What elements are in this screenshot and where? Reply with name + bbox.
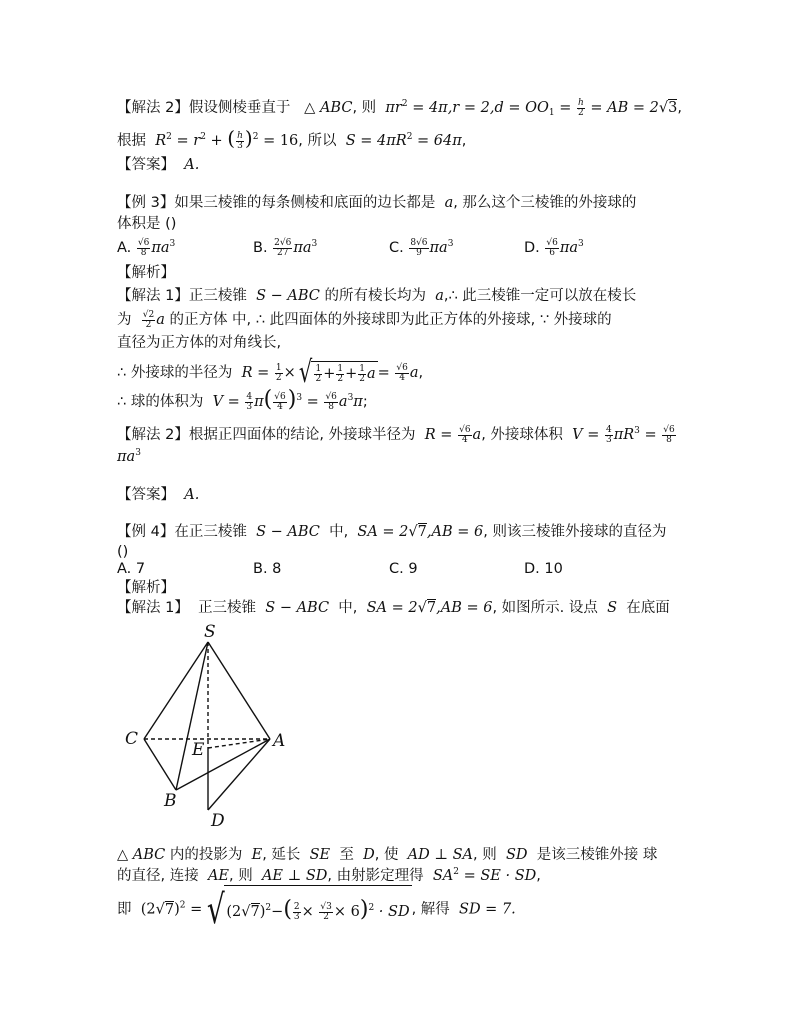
- choice4-b: B. 8: [253, 561, 282, 577]
- edge-SB: [176, 642, 208, 790]
- sol2-ex3-line1: 【解法 2】根据正四面体的结论, 外接球半径为 R = $\frac{√6}{4}$ a, 外接球体积 V = $\frac{4}{3}$ $\pi R^3$ = $\frac{√6}{8}$: [117, 424, 675, 445]
- label-B: B: [164, 791, 177, 811]
- example-tag: 【例 3】: [117, 195, 175, 211]
- choice-d: D. $\frac{√6}{6}$ $\pi a^3$: [524, 237, 584, 258]
- choice4-d: D. 10: [524, 561, 563, 577]
- label-D: D: [211, 811, 225, 830]
- choice-b: B. $\frac{2√6}{27}$ $\pi a^3$: [253, 237, 318, 258]
- answer-line: 【答案】 A.: [117, 157, 200, 173]
- analysis-heading: 【解析】: [117, 265, 175, 281]
- label-S: S: [204, 622, 216, 642]
- solution2-line1: 【解法 2】假设侧棱垂直于 △ ABC, 则 $\pi r^2 = 4\pi,r = 2,d = OO_1$ = $\frac{h}{2}$ = AB = 2√3,: [117, 97, 682, 118]
- choice-a: A. $\frac{√6}{8}$ $\pi a^3$: [117, 237, 176, 258]
- pyramid-figure: [118, 620, 298, 830]
- edge-SA: [208, 642, 270, 739]
- edge-CB: [144, 739, 176, 790]
- cont-line2: 的直径, 连接 AE, 则 AE ⊥ SD, 由射影定理得 $SA^2$ = SE · SD,: [117, 867, 541, 884]
- sol1-ex3-line3: 直径为正方体的对角线长,: [117, 335, 282, 351]
- choice4-c: C. 9: [389, 561, 418, 577]
- label-E: E: [192, 740, 205, 760]
- sol1-ex4-line1: 【解法 1】 正三棱锥 S − ABC 中, SA = 2√7,AB = 6, 如图所示. 设点 S 在底面: [117, 600, 670, 616]
- label-C: C: [125, 729, 139, 749]
- edge-BA: [176, 739, 270, 790]
- sol2-ex3-line2: $\pi a^3$: [117, 448, 141, 465]
- sol1-ex3-line5: ∴ 球的体积为 V = $\frac{4}{3}$ π( $\frac{√6}{4}$ )$^3$ = $\frac{√6}{8}$ $a^3\pi$;: [117, 387, 368, 412]
- example3-line2: 体积是 (): [117, 216, 177, 232]
- sol1-ex3-line1: 【解法 1】正三棱锥 S − ABC 的所有棱长均为 a,∴ 此三棱锥一定可以放在棱长: [117, 288, 637, 304]
- edge-AD: [208, 739, 270, 810]
- answer-value: A.: [184, 157, 200, 173]
- sol1-ex3-line4: ∴ 外接球的半径为 R = $\frac{1}{2}$ × √ $\frac{1}{2}$ + $\frac{1}{2}$ + $\frac{1}{2}$ a = $\frac{√6}{4}$ a,: [117, 355, 424, 390]
- cont-line3: 即 $(2√7)^2$ = √ $(2√7)^2-$( $\frac{2}{3}$ × $\frac{√3}{2}$ × 6)$^2$ · SD , 解得 SD = 7.: [117, 886, 516, 933]
- sol1-ex3-line2: 为 $\frac{√2}{2}$ a 的正方体 中, ∴ 此四面体的外接球即为此正方体的外接球, ∵ 外接球的: [117, 309, 612, 330]
- answer2-line: 【答案】 A.: [117, 487, 200, 503]
- example4-line2: (): [117, 544, 129, 560]
- analysis-heading-2: 【解析】: [117, 580, 175, 596]
- solution-tag: 【解法 2】: [117, 100, 189, 116]
- label-A: A: [273, 731, 286, 751]
- choice4-a: A. 7: [117, 561, 146, 577]
- solution2-line2: 根据 $R^2 = r^2$ + ( $\frac{h}{3}$ )$^2$ = 16, 所以 $S = 4\pi R^2 = 64\pi$,: [117, 126, 467, 151]
- choice-c: C. $\frac{8√6}{9}$ $\pi a^3$: [389, 237, 454, 258]
- edge-SC: [144, 642, 208, 739]
- example4-line1: 【例 4】在正三棱锥 S − ABC 中, SA = 2√7,AB = 6, 则该三棱锥外接球的直径为: [117, 524, 667, 540]
- cont-line1: △ ABC 内的投影为 E, 延长 SE 至 D, 使 AD ⊥ SA, 则 SD 是该三棱锥外接 球: [117, 847, 658, 863]
- example3-line1: 【例 3】如果三棱锥的每条侧棱和底面的边长都是 a, 那么这个三棱锥的外接球的: [117, 195, 637, 211]
